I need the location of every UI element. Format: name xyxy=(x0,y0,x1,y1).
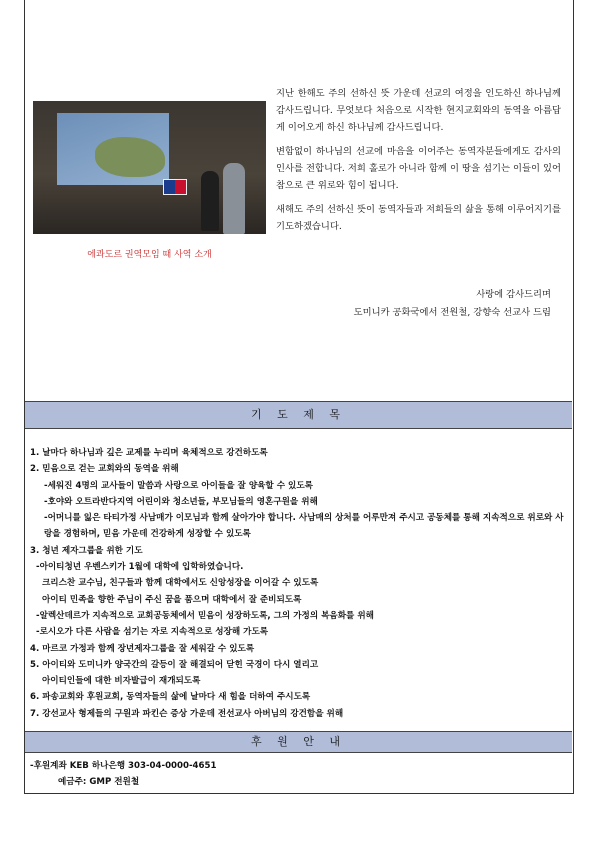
prayer-subitem: -로시오가 다른 사람을 섬기는 자로 지속적으로 성장해 가도록 xyxy=(36,627,269,638)
prayer-list xyxy=(30,445,570,722)
projection-screen xyxy=(57,113,169,185)
prayer-subitem: -알렉산데르가 지속적으로 교회공동체에서 믿음이 성장하도록, 그의 가정의 복음화를 위해 xyxy=(36,610,374,621)
prayer-subitem: -아이티청년 우벤스키가 1월에 대학에 입학하였습니다. xyxy=(36,562,244,573)
support-section-header: 후 원 안 내 xyxy=(25,731,572,753)
letter-signature: 도미니카 공화국에서 전원철, 강향숙 선교사 드림 xyxy=(353,307,551,318)
letter-paragraph: 변함없이 하나님의 선교에 마음을 이어주는 동역자분들에게도 감사의 인사를 전합니다. 저희 홀로가 아니라 함께 이 땅을 섬기는 이들이 있어 참으로 큰 위로와 힘이 됩니다. xyxy=(276,146,561,191)
prayer-subitem: -호야와 오트라반다지역 어린이와 청소년들, 부모님들의 영혼구원을 위해 xyxy=(44,496,318,507)
prayer-subitem: 아이티 민족을 향한 주님이 주신 꿈을 품으며 대학에서 잘 준비되도록 xyxy=(42,594,302,605)
letter-body xyxy=(276,85,561,242)
support-account: -후원계좌 KEB 하나은행 303-04-0000-4651 xyxy=(30,761,217,771)
letter-closing: 사랑에 감사드리며 xyxy=(476,289,551,300)
letter-paragraph: 새해도 주의 선하신 뜻이 동역자들과 저희들의 삶을 통해 이루어지기를 기도하겠습니다. xyxy=(276,204,561,232)
prayer-item: 7. 강선교사 형제들의 구원과 파킨슨 증상 가운데 전선교사 아버님의 강건함을 위해 xyxy=(30,708,344,719)
prayer-subitem: -세워진 4명의 교사들이 말씀과 사랑으로 아이들을 잘 양육할 수 있도록 xyxy=(44,480,313,491)
presenter-figure xyxy=(201,171,219,231)
dominican-flag-icon xyxy=(163,179,187,195)
prayer-item: 5. 아이티와 도미니카 양국간의 갈등이 잘 해결되어 닫힌 국경이 다시 열리고 xyxy=(30,659,319,670)
map-graphic xyxy=(95,137,165,177)
photo-caption: 에콰도르 권역모임 때 사역 소개 xyxy=(87,250,212,260)
prayer-subitem: 아이티인들에 대한 비자발급이 재개되도록 xyxy=(42,676,201,687)
support-info xyxy=(30,758,216,790)
prayer-item: 6. 파송교회와 후원교회, 동역자들의 삶에 날마다 새 힘을 더하여 주시도록 xyxy=(30,692,311,703)
ministry-photo xyxy=(33,101,266,234)
prayer-item: 3. 청년 제자그룹을 위한 기도 xyxy=(30,545,143,556)
prayer-item: 4. 마르코 가정과 함께 장년제자그룹을 잘 세워갈 수 있도록 xyxy=(30,643,255,654)
prayer-subitem: -어머니를 잃은 타티가정 사남매가 이모님과 함께 살아가야 합니다. 사남매의 상처를 어루만져 주시고 공동체를 통해 지속적으로 위로와 사랑을 경험하며, 믿음 가운데 건강하게 성장할 수 있도록 xyxy=(44,513,564,540)
prayer-subitem: 크리스찬 교수님, 친구들과 함께 대학에서도 신앙성장을 이어갈 수 있도록 xyxy=(42,578,319,589)
speaker-figure xyxy=(223,163,245,234)
prayer-item: 2. 믿음으로 걷는 교회와의 동역을 위해 xyxy=(30,464,179,475)
support-account-holder: 예금주: GMP 전원철 xyxy=(58,777,140,787)
letter-paragraph: 지난 한해도 주의 선하신 뜻 가운데 선교의 여정을 인도하신 하나님께 감사드립니다. 무엇보다 처음으로 시작한 현지교회와의 동역을 아름답게 이어오게 하신 하나님께 감사드립니다. xyxy=(276,88,561,133)
prayer-item: 1. 날마다 하나님과 깊은 교제를 누리며 육체적으로 강건하도록 xyxy=(30,448,268,458)
prayer-section-header: 기 도 제 목 xyxy=(25,401,572,429)
